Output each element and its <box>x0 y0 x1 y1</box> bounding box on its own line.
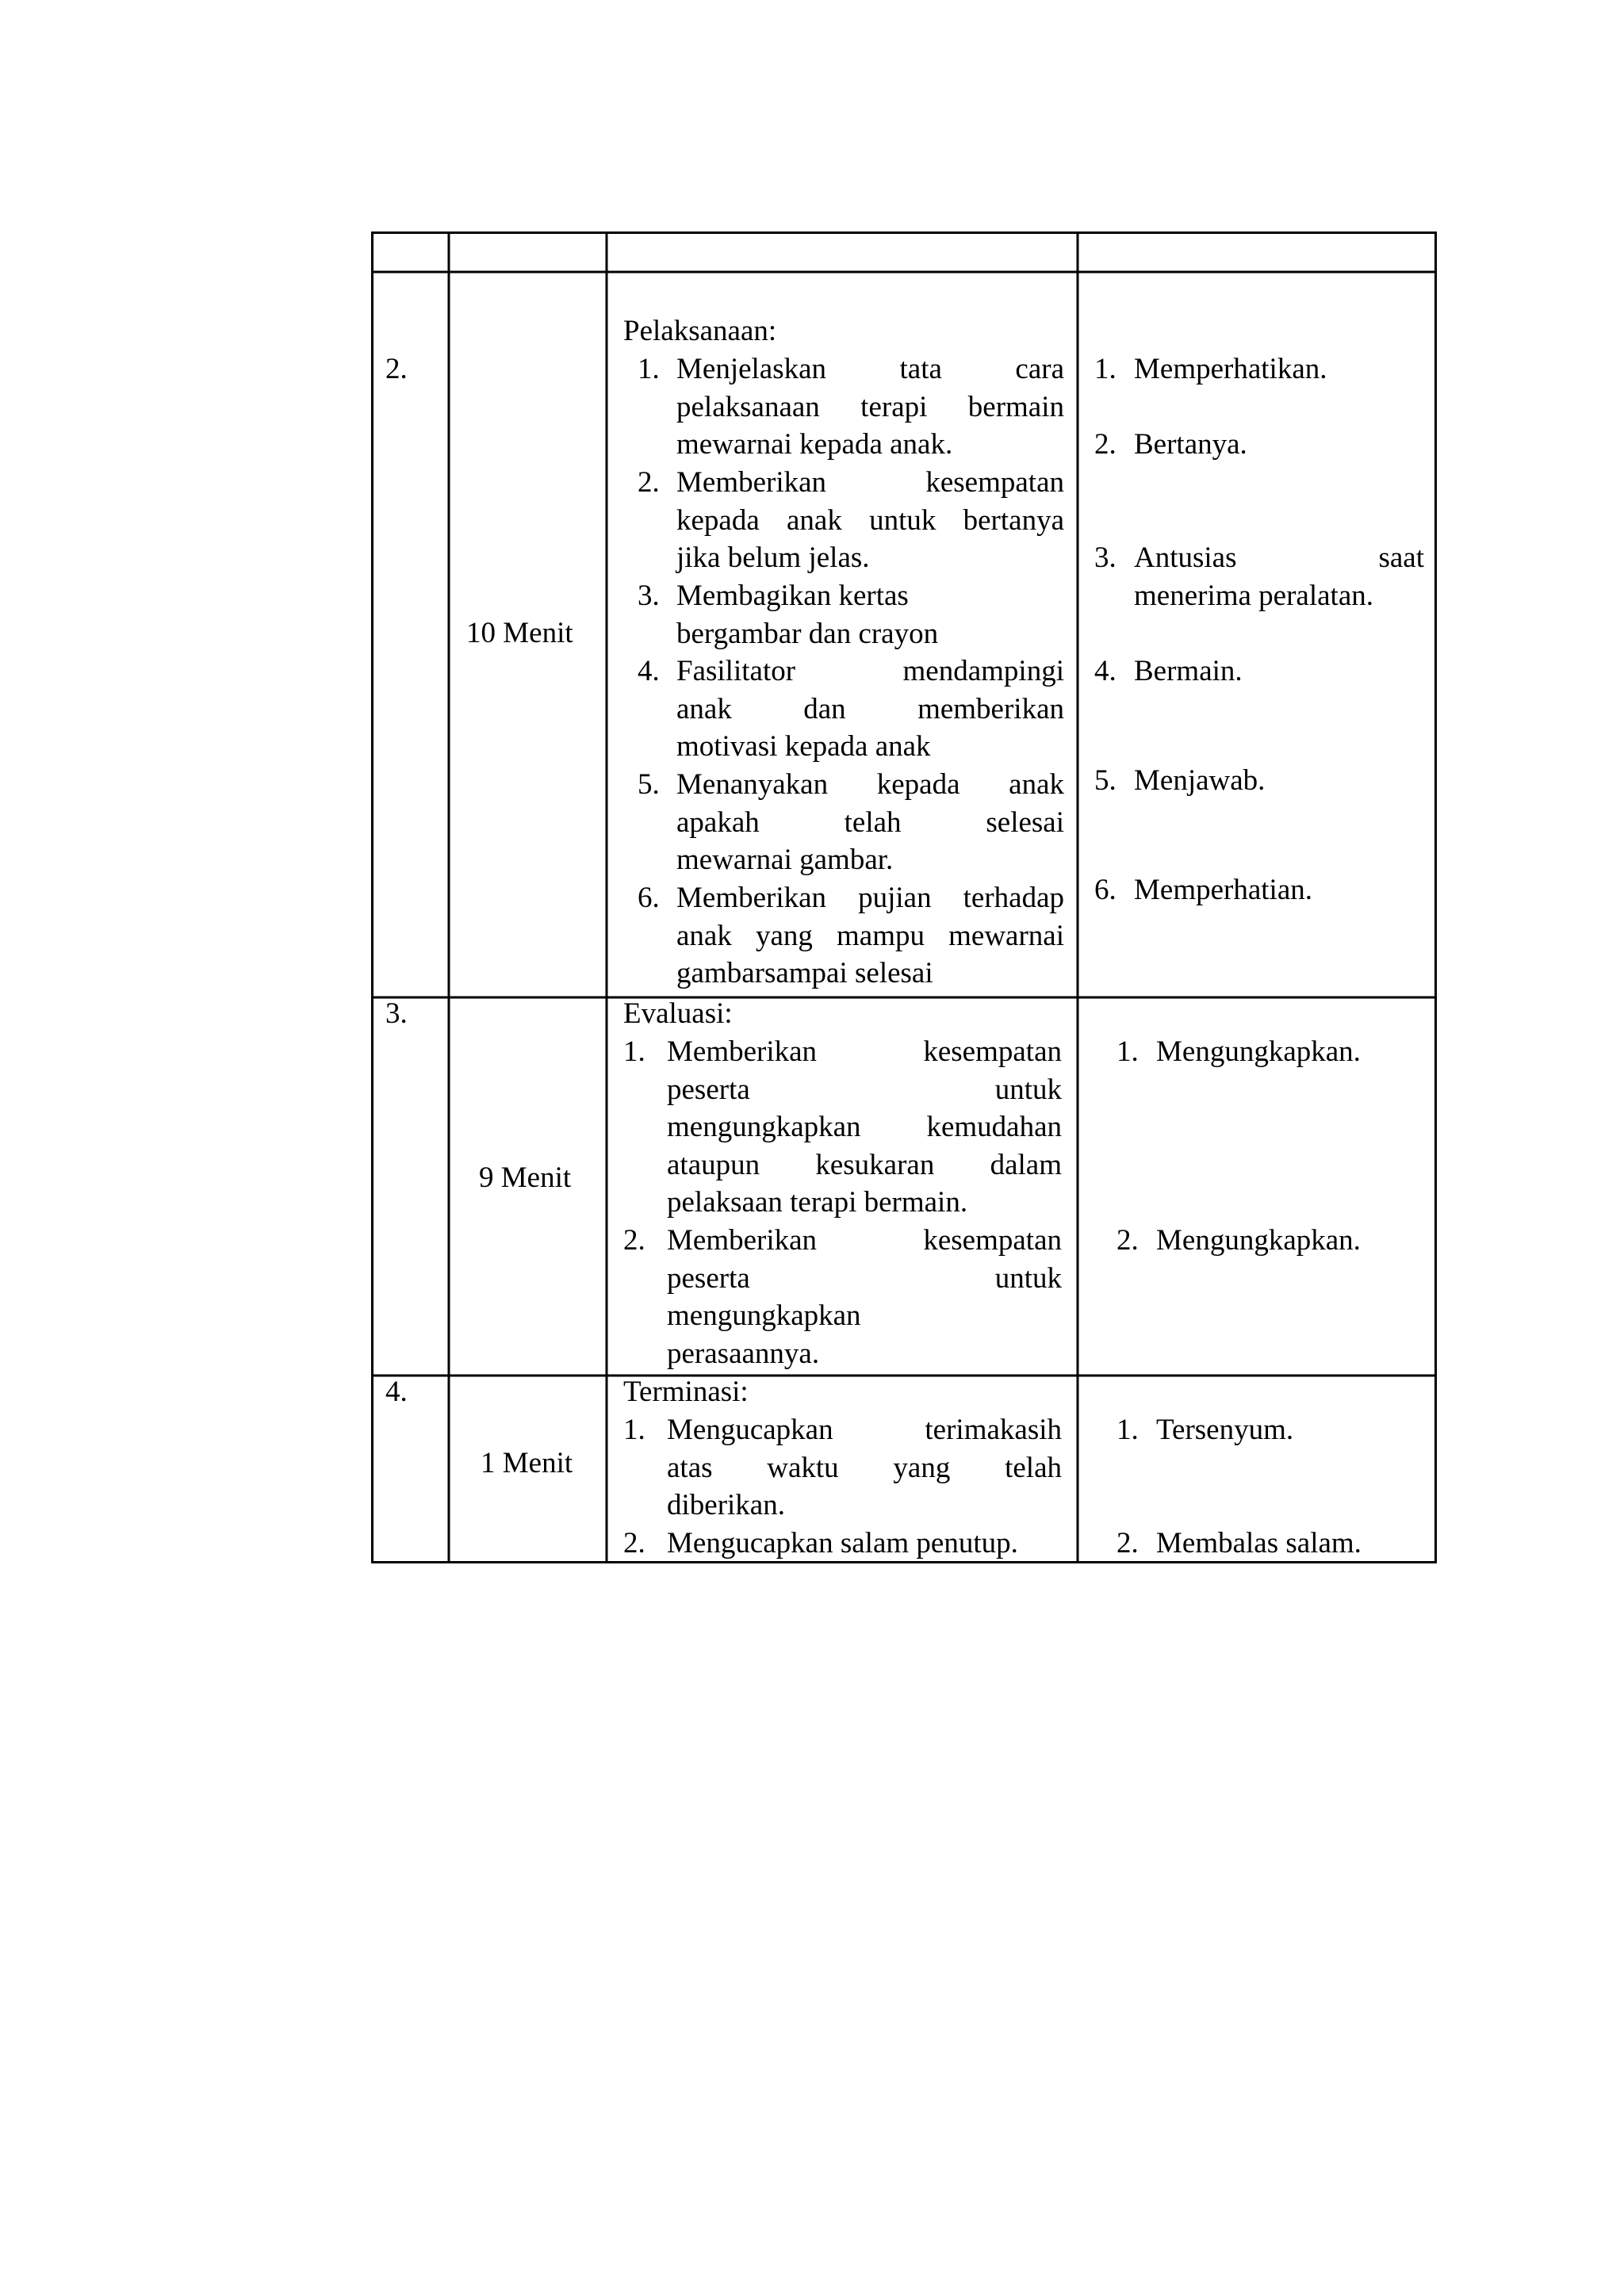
response-item: Mengungkapkan. <box>1156 1035 1361 1068</box>
row-number: 4. <box>385 1376 408 1408</box>
activity-number: 2. <box>638 466 660 499</box>
row-number: 3. <box>385 997 408 1030</box>
activity-number: 6. <box>638 882 660 914</box>
response-number: 2. <box>1116 1527 1139 1559</box>
section-heading: Evaluasi: <box>623 997 733 1030</box>
response-number: 1. <box>1094 353 1116 385</box>
response-number: 1. <box>1116 1414 1139 1446</box>
section-heading: Terminasi: <box>623 1376 749 1408</box>
row-duration: 9 Menit <box>479 1161 572 1194</box>
activity-number: 1. <box>623 1414 645 1446</box>
activity-item: Fasilitator mendampingi anak dan memberikan motivasi kepada anak <box>676 655 1064 763</box>
activity-table <box>371 232 1437 1563</box>
response-item: Antusias saat menerima peralatan. <box>1134 541 1424 612</box>
row-number: 2. <box>385 353 408 385</box>
activity-number: 1. <box>623 1035 645 1068</box>
activity-number: 2. <box>623 1224 645 1257</box>
response-number: 4. <box>1094 655 1116 687</box>
response-item: Mengungkapkan. <box>1156 1224 1361 1257</box>
activity-number: 4. <box>638 655 660 687</box>
activity-item: Memberikan pujian terhadap anak yang mampu mewarnai gambarsampai selesai <box>676 882 1064 989</box>
response-item: Bermain. <box>1134 655 1243 687</box>
response-item: Bertanya. <box>1134 428 1247 461</box>
response-item: Membalas salam. <box>1156 1527 1362 1559</box>
activity-number: 2. <box>623 1527 645 1559</box>
activity-item: Memberikan kesempatan peserta untuk mengungkapkan perasaannya. <box>667 1224 1062 1370</box>
response-number: 6. <box>1094 874 1116 906</box>
response-item: Menjawab. <box>1134 764 1266 797</box>
activity-item: Membagikan kertas bergambar dan crayon <box>676 580 939 650</box>
section-heading: Pelaksanaan: <box>623 315 777 347</box>
activity-number: 1. <box>638 353 660 385</box>
activity-item: Memberikan kesempatan kepada anak untuk bertanya jika belum jelas. <box>676 466 1064 574</box>
response-number: 5. <box>1094 764 1116 797</box>
activity-item: Menanyakan kepada anak apakah telah selesai mewarnai gambar. <box>676 768 1064 876</box>
activity-item: Memberikan kesempatan peserta untuk mengungkapkan kemudahan ataupun kesukaran dalam pelaksaan terapi bermain. <box>667 1035 1062 1219</box>
response-item: Memperhatian. <box>1134 874 1312 906</box>
row-duration: 1 Menit <box>481 1447 573 1479</box>
response-item: Memperhatikan. <box>1134 353 1327 385</box>
activity-item: Menjelaskan tata cara pelaksanaan terapi bermain mewarnai kepada anak. <box>676 353 1064 461</box>
response-number: 1. <box>1116 1035 1139 1068</box>
row-duration: 10 Menit <box>466 617 573 649</box>
activity-item: Mengucapkan terimakasih atas waktu yang telah diberikan. <box>667 1414 1062 1521</box>
activity-number: 5. <box>638 768 660 801</box>
response-number: 3. <box>1094 541 1116 574</box>
response-number: 2. <box>1094 428 1116 461</box>
response-item: Tersenyum. <box>1156 1414 1294 1446</box>
activity-item: Mengucapkan salam penutup. <box>667 1527 1018 1559</box>
response-number: 2. <box>1116 1224 1139 1257</box>
activity-number: 3. <box>638 580 660 612</box>
